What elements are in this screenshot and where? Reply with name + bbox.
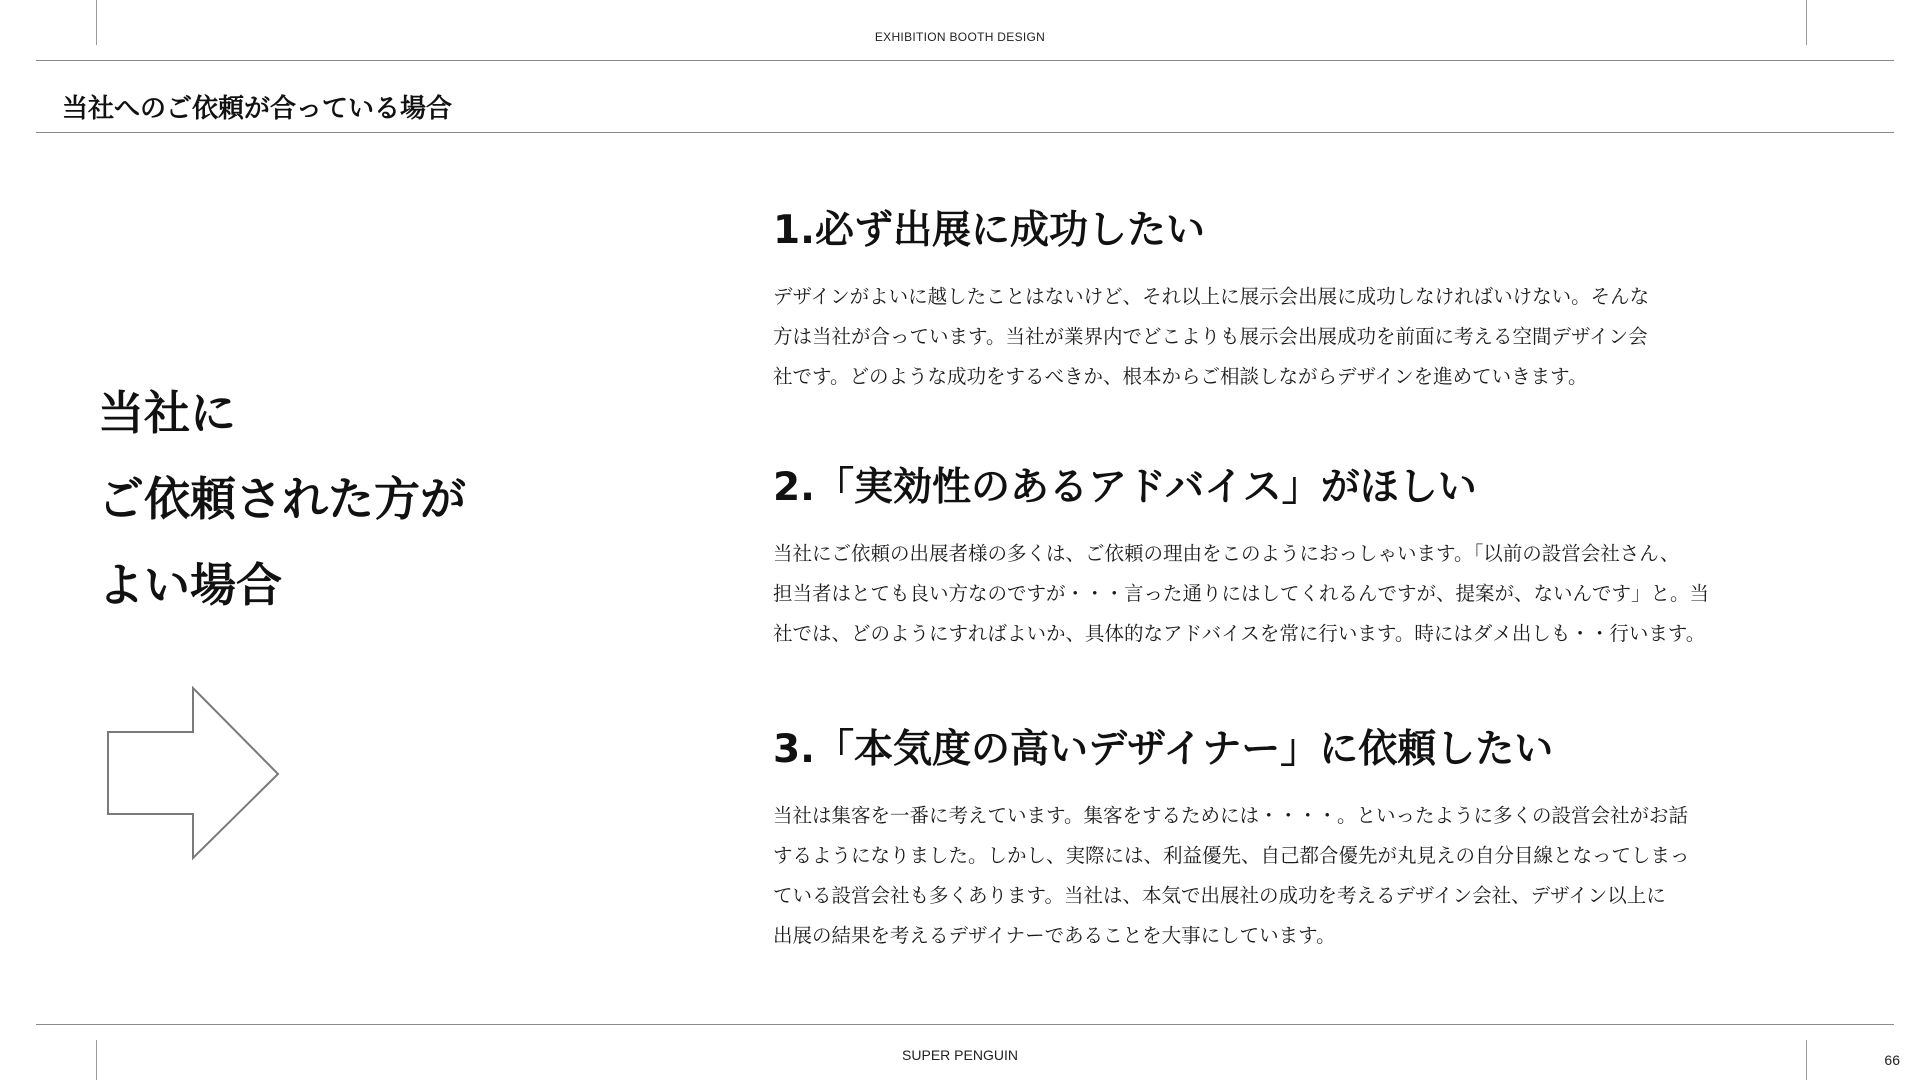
title-divider [36, 132, 1894, 133]
section-3 [773, 726, 1713, 956]
header-divider [36, 60, 1894, 61]
section-heading: 2.「実効性のあるアドバイス」がほしい [773, 465, 1477, 510]
section-body-line: デザインがよいに越したことはないけど、それ以上に展示会出展に成功しなければいけない。そんな [773, 285, 1650, 308]
section-body [773, 534, 1713, 654]
lead-line: よい場合 [98, 558, 282, 612]
section-heading: 1.必ず出展に成功したい [773, 208, 1205, 253]
section-heading: 3.「本気度の高いデザイナー」に依頼したい [773, 727, 1554, 772]
lead-line: ご依頼された方が [98, 472, 466, 526]
section-body-line: 出展の結果を考えるデザイナーであることを大事にしています。 [773, 924, 1336, 947]
section-body-line: 社では、どのようにすればよいか、具体的なアドバイスを常に行います。時にはダメ出しも・・行います。 [773, 622, 1706, 645]
footer-brand: SUPER PENGUIN [902, 1047, 1018, 1063]
section-body [773, 277, 1713, 397]
section-body-line: 当社は集客を一番に考えています。集客をするためには・・・・。といったように多くの設営会社がお話 [773, 804, 1688, 827]
section-body-line: 社です。どのような成功をするべきか、根本からご相談しながらデザインを進めていきます。 [773, 365, 1588, 388]
section-body-line: 当社にご依頼の出展者様の多くは、ご依頼の理由をこのようにおっしゃいます。「以前の設営会社さん、 [773, 542, 1680, 565]
page-number: 66 [1884, 1052, 1900, 1068]
section-body-line: 方は当社が合っています。当社が業界内でどこよりも展示会出展成功を前面に考える空間デザイン会 [773, 325, 1648, 348]
section-body-line: ている設営会社も多くあります。当社は、本気で出展社の成功を考えるデザイン会社、デザイン以上に [773, 884, 1666, 907]
section-body-line: 担当者はとても良い方なのですが・・・言った通りにはしてくれるんですが、提案が、ないんです」と。当 [773, 582, 1710, 605]
section-2 [773, 464, 1713, 654]
lead-line: 当社に [98, 386, 236, 440]
page-title: 当社へのご依頼が合っている場合 [62, 94, 453, 124]
section-1 [773, 207, 1713, 397]
footer-divider [36, 1024, 1894, 1025]
right-arrow-icon [106, 686, 284, 862]
lead-block [98, 370, 466, 628]
section-body-line: するようになりました。しかし、実際には、利益優先、自己都合優先が丸見えの自分目線となってしまっ [773, 844, 1690, 867]
section-body [773, 796, 1713, 956]
header-label: EXHIBITION BOOTH DESIGN [874, 30, 1046, 44]
